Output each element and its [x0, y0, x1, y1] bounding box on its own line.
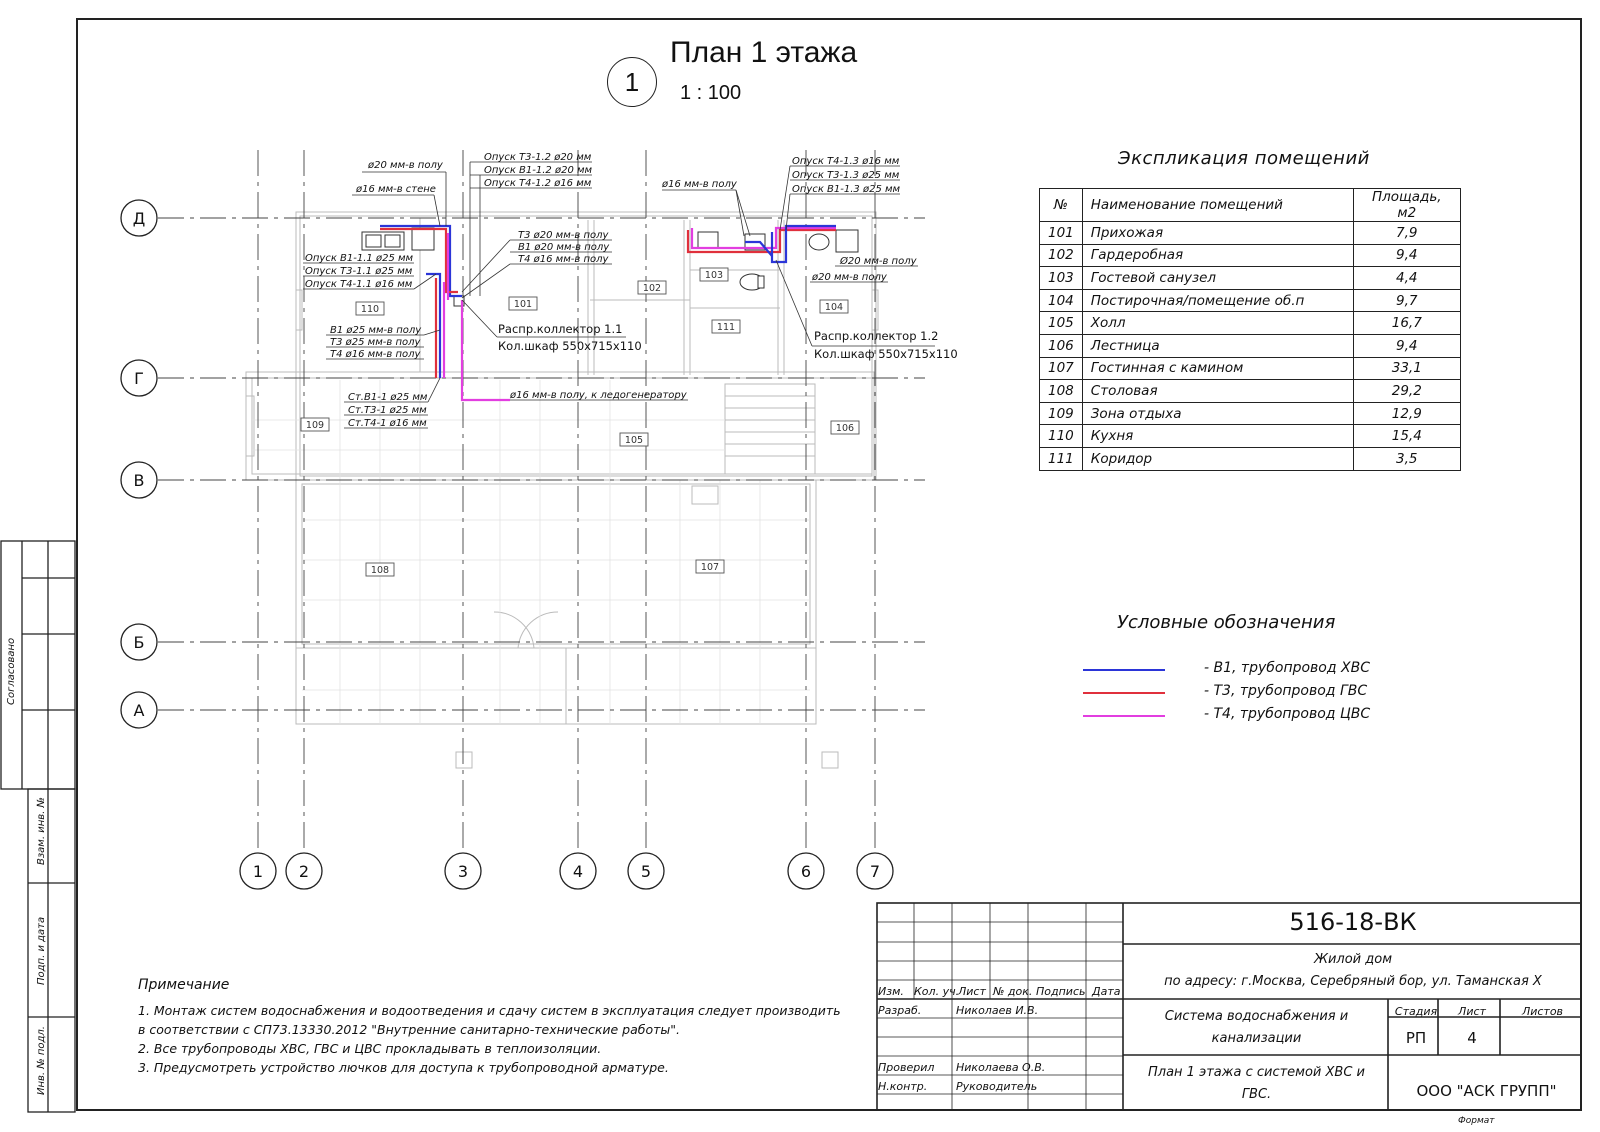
room-number: 108 — [1040, 380, 1083, 403]
annot-a8: Т4 ø16 мм-в полу — [330, 349, 421, 360]
axis-bubbles — [121, 200, 893, 889]
room-name: Лестница — [1082, 334, 1353, 357]
inv-vzam-label: Взам. инв. № — [36, 797, 47, 865]
drawing-scale: 1 : 100 — [680, 82, 742, 104]
legend-line-v1 — [1083, 669, 1165, 671]
sheets-label: Листов — [1521, 1005, 1564, 1018]
room-name: Прихожая — [1082, 222, 1353, 245]
explication-title: Экспликация помещений — [1118, 148, 1370, 169]
pipe-v1-riser — [426, 274, 440, 378]
room-name: Зона отдыха — [1082, 402, 1353, 425]
room-area: 4,4 — [1353, 267, 1460, 290]
inv-podl-label: Инв. № подл. — [36, 1026, 47, 1095]
stamp-col-sign: Подпись — [1036, 985, 1086, 998]
table-row — [1040, 334, 1461, 357]
room-number: 109 — [1040, 402, 1083, 425]
room-area: 3,5 — [1353, 447, 1460, 470]
col-header-area: Площадь, м2 — [1353, 189, 1460, 222]
annot-a14: Опуск Т4-1.2 ø16 мм — [484, 178, 592, 189]
format-label: Формат — [1458, 1116, 1495, 1126]
room-tag-108: 108 — [370, 565, 390, 576]
room-tag-105: 105 — [624, 435, 644, 446]
stamp-col-izm: Изм. — [878, 985, 904, 998]
table-row — [1040, 267, 1461, 290]
col-header-name: Наименование помещений — [1082, 189, 1353, 222]
annot-a12: Опуск Т3-1.2 ø20 мм — [484, 152, 592, 163]
room-name: Кухня — [1082, 425, 1353, 448]
room-number: 111 — [1040, 447, 1083, 470]
annot-a28: Кол.шкаф 550х715х110 — [814, 347, 958, 361]
notes-block — [138, 976, 841, 1077]
annot-a10: Ст.Т3-1 ø25 мм — [348, 405, 427, 416]
notes-heading: Примечание — [138, 977, 230, 993]
explication-table — [1039, 188, 1461, 471]
view-number-circle: 1 — [607, 57, 657, 107]
room-area: 9,4 — [1353, 244, 1460, 267]
annot-a24: Опуск В1-1.3 ø25 мм — [792, 184, 901, 195]
annot-a15: Т3 ø20 мм-в полу — [518, 230, 609, 241]
axis-label-3: 3 — [457, 862, 469, 881]
stage-value: РП — [1405, 1029, 1427, 1047]
legend-text-v1: - В1, трубопровод ХВС — [1204, 660, 1370, 676]
stamp-col-list: Лист — [958, 985, 986, 998]
room-tag-103: 103 — [704, 270, 724, 281]
axis-label-5: 5 — [640, 862, 652, 881]
sheet-label: Лист — [1458, 1005, 1486, 1018]
room-number: 103 — [1040, 267, 1083, 290]
annot-a11: Ст.Т4-1 ø16 мм — [348, 418, 427, 429]
table-row — [1040, 244, 1461, 267]
annot-a27: Распр.коллектор 1.2 — [814, 329, 939, 343]
room-number: 105 — [1040, 312, 1083, 335]
drawing-title: План 1 этажа — [670, 36, 858, 69]
explication-header-row — [1040, 189, 1461, 222]
room-name: Гостевой санузел — [1082, 267, 1353, 290]
room-area: 16,7 — [1353, 312, 1460, 335]
room-name: Коридор — [1082, 447, 1353, 470]
company-name: ООО "АСК ГРУПП" — [1416, 1082, 1557, 1100]
sheet-value: 4 — [1467, 1029, 1477, 1047]
col-header-number: № — [1040, 189, 1083, 222]
legend-text-t4: - Т4, трубопровод ЦВС — [1204, 706, 1371, 722]
stamp-name-developer: Николаев И.В. — [956, 1004, 1039, 1017]
table-row — [1040, 357, 1461, 380]
system-line-2: канализации — [1211, 1031, 1302, 1046]
room-tag-110: 110 — [360, 304, 380, 315]
room-area: 9,4 — [1353, 334, 1460, 357]
room-area: 29,2 — [1353, 380, 1460, 403]
system-line-1: Система водоснабжения и — [1164, 1009, 1349, 1024]
room-name: Постирочная/помещение об.п — [1082, 289, 1353, 312]
plan-walls — [246, 212, 878, 768]
annot-a20: ø16 мм-в полу, к ледогенератору — [510, 390, 687, 401]
axis-label-2: 2 — [298, 862, 310, 881]
axis-label-1: 1 — [252, 862, 264, 881]
axis-label-4: 4 — [572, 862, 584, 881]
room-number: 102 — [1040, 244, 1083, 267]
room-area: 12,9 — [1353, 402, 1460, 425]
drawing-code: 516-18-ВК — [1289, 908, 1417, 936]
axis-label-v: В — [133, 471, 145, 490]
stamp-role-developer: Разраб. — [878, 1004, 922, 1017]
room-number: 107 — [1040, 357, 1083, 380]
annot-a22: Опуск Т4-1.3 ø16 мм — [792, 156, 900, 167]
table-row — [1040, 380, 1461, 403]
annot-a5: Опуск Т4-1.1 ø16 мм — [305, 279, 413, 290]
table-row — [1040, 289, 1461, 312]
leader-lines — [303, 162, 935, 428]
room-area: 15,4 — [1353, 425, 1460, 448]
sheet-title-line-2: ГВС. — [1241, 1087, 1272, 1102]
room-number: 104 — [1040, 289, 1083, 312]
note-line-4: 3. Предусмотреть устройство лючков для доступа к трубопроводной арматуре. — [138, 1060, 669, 1075]
stamp-role-ncontrol: Н.контр. — [878, 1080, 928, 1093]
table-row — [1040, 402, 1461, 425]
axis-label-b: Б — [133, 633, 145, 652]
annot-a17: Т4 ø16 мм-в полу — [518, 254, 609, 265]
axis-label-6: 6 — [800, 862, 812, 881]
room-number: 101 — [1040, 222, 1083, 245]
annot-a18: Распр.коллектор 1.1 — [498, 322, 623, 336]
axis-label-7: 7 — [869, 862, 881, 881]
room-number: 110 — [1040, 425, 1083, 448]
axis-label-g: Г — [134, 369, 144, 388]
stamp-col-date: Дата — [1092, 985, 1121, 998]
annot-a3: Опуск В1-1.1 ø25 мм — [305, 253, 414, 264]
agreed-label: Согласовано — [6, 637, 17, 705]
annot-a19: Кол.шкаф 550х715х110 — [498, 339, 642, 353]
room-name: Холл — [1082, 312, 1353, 335]
room-name: Гостинная с камином — [1082, 357, 1353, 380]
annot-a6: В1 ø25 мм-в полу — [330, 325, 422, 336]
stamp-name-ncontrol: Руководитель — [956, 1080, 1038, 1093]
legend-line-t4 — [1083, 715, 1165, 717]
room-tag-106: 106 — [835, 423, 855, 434]
stage-label: Стадия — [1394, 1005, 1438, 1018]
stamp-name-checker: Николаева О.В. — [956, 1061, 1046, 1074]
annot-a4: Опуск Т3-1.1 ø25 мм — [305, 266, 413, 277]
sheet-title-line-1: План 1 этажа с системой ХВС и — [1148, 1065, 1365, 1080]
room-area: 7,9 — [1353, 222, 1460, 245]
annot-a25: Ø20 мм-в полу — [840, 256, 917, 267]
room-tag-104: 104 — [824, 302, 844, 313]
axis-label-d: Д — [132, 209, 146, 228]
table-row — [1040, 312, 1461, 335]
room-area: 33,1 — [1353, 357, 1460, 380]
annot-a16: В1 ø20 мм-в полу — [518, 242, 610, 253]
note-line-2: в соответствии с СП73.13330.2012 "Внутренние санитарно-технические работы". — [138, 1022, 680, 1037]
room-tag-109: 109 — [305, 420, 325, 431]
annot-a1: ø20 мм-в полу — [368, 160, 443, 171]
legend-text-t3: - Т3, трубопровод ГВС — [1204, 683, 1368, 699]
object-line-1: Жилой дом — [1313, 952, 1393, 967]
legend-title: Условные обозначения — [1117, 612, 1336, 633]
stamp-role-checker: Проверил — [878, 1061, 935, 1074]
axis-label-a: А — [133, 701, 145, 720]
annot-a2: ø16 мм-в стене — [356, 184, 436, 195]
room-name: Столовая — [1082, 380, 1353, 403]
room-tag-111: 111 — [716, 322, 736, 333]
room-tag-102: 102 — [642, 283, 662, 294]
table-row — [1040, 222, 1461, 245]
table-row — [1040, 425, 1461, 448]
annot-a26: ø20 мм-в полу — [812, 272, 887, 283]
stamp-col-doc: № док. — [993, 985, 1033, 998]
room-area: 9,7 — [1353, 289, 1460, 312]
table-row — [1040, 447, 1461, 470]
annot-a23: Опуск Т3-1.3 ø25 мм — [792, 170, 900, 181]
annot-a13: Опуск В1-1.2 ø20 мм — [484, 165, 593, 176]
annot-a7: Т3 ø25 мм-в полу — [330, 337, 421, 348]
annot-a21: ø16 мм-в полу — [662, 179, 737, 190]
room-tag-101: 101 — [513, 299, 533, 310]
stamp-col-kol: Кол. уч. — [914, 985, 960, 998]
room-name: Гардеробная — [1082, 244, 1353, 267]
sign-date-label: Подп. и дата — [36, 916, 47, 985]
object-line-2: по адресу: г.Москва, Серебряный бор, ул. Таманская Х — [1164, 974, 1542, 989]
room-tag-107: 107 — [700, 562, 720, 573]
room-number: 106 — [1040, 334, 1083, 357]
note-line-3: 2. Все трубопроводы ХВС, ГВС и ЦВС прокладывать в теплоизоляции. — [138, 1041, 602, 1056]
note-line-1: 1. Монтаж систем водоснабжения и водоотведения и сдачу систем в эксплуатация следует производить — [138, 1003, 841, 1018]
annot-a9: Ст.В1-1 ø25 мм — [348, 392, 428, 403]
legend-line-t3 — [1083, 692, 1165, 694]
